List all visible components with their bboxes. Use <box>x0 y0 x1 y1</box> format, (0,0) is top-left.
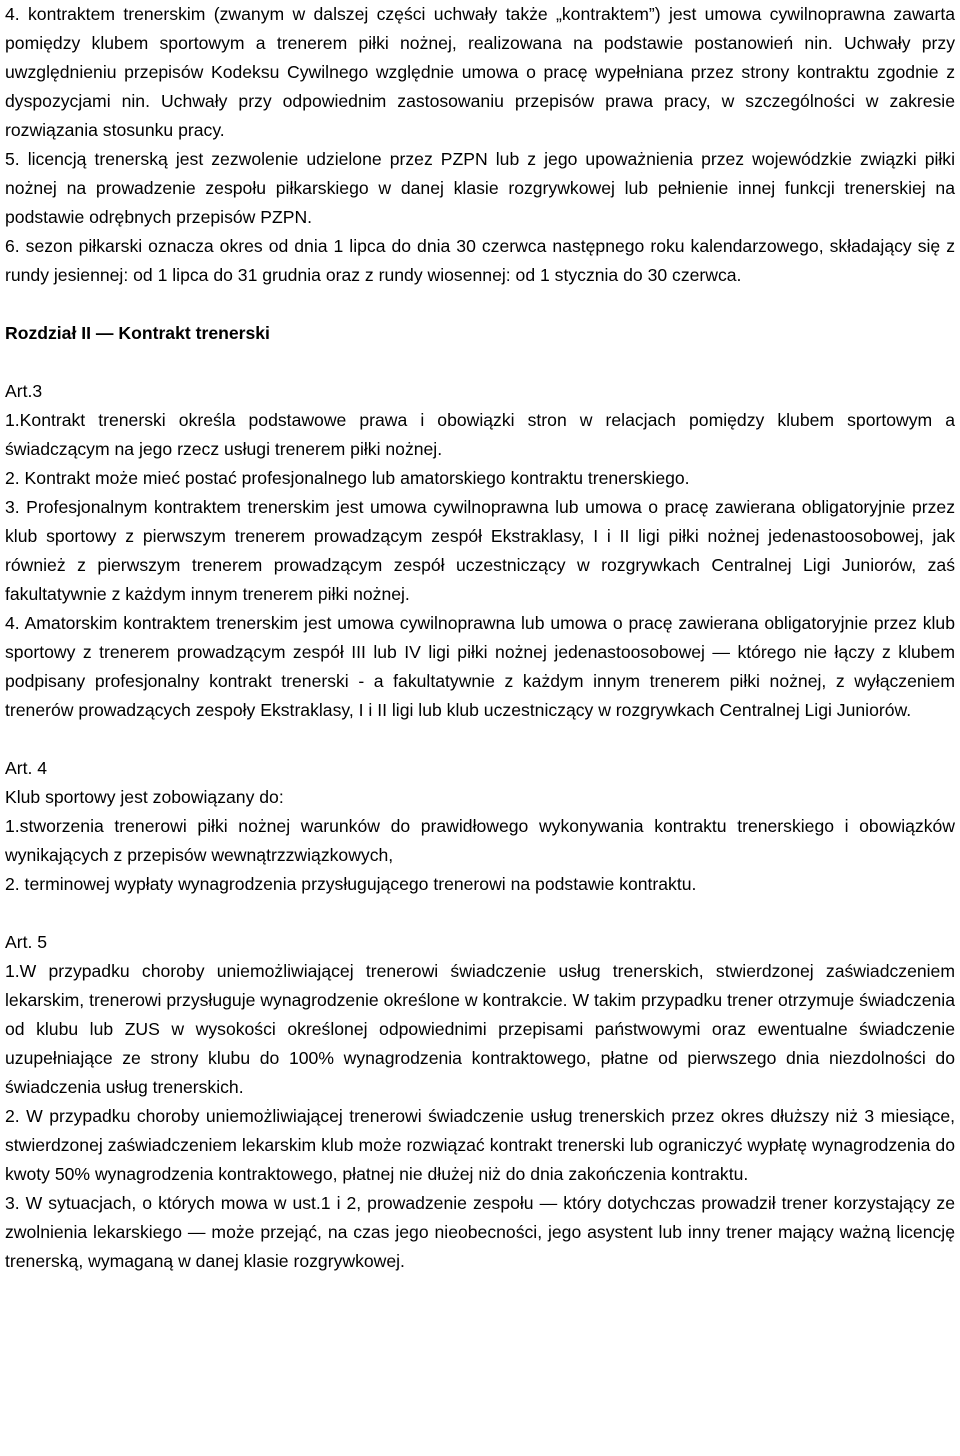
document-page <box>5 0 955 1276</box>
article-3-paragraph-1: 1.Kontrakt trenerski określa podstawowe prawa i obowiązki stron w relacjach pomiędzy klubem sportowym a świadczącym na jego rzecz usługi trenerem piłki nożnej. <box>5 410 955 459</box>
article-3-title: Art.3 <box>5 381 43 401</box>
article-4-intro: Klub sportowy jest zobowiązany do: <box>5 787 284 807</box>
article-5-title: Art. 5 <box>5 932 48 952</box>
article-3-paragraph-2: 2. Kontrakt może mieć postać profesjonalnego lub amatorskiego kontraktu trenerskiego. <box>5 468 690 488</box>
article-4-paragraph-2: 2. terminowej wypłaty wynagrodzenia przysługującego trenerowi na podstawie kontraktu. <box>5 874 697 894</box>
article-3-paragraph-4: 4. Amatorskim kontraktem trenerskim jest umowa cywilnoprawna lub umowa o pracę zawierana obligatoryjnie przez klub sportowy z trenerem prowadzącym zespół III lub IV ligi piłki nożnej jedenastoosobowej — którego nie łączy z klubem podpisany profesjonalny kontrakt trenerski - a fakultatywnie z każdym innym trenerem piłki nożnej, z wyłączeniem trenerów prowadzących zespoły Ekstraklasy, I i II ligi lub klub uczestniczący w rozgrywkach Centralnej Ligi Juniorów. <box>5 613 955 720</box>
article-5-paragraph-3: 3. W sytuacjach, o których mowa w ust.1 i 2, prowadzenie zespołu — który dotychczas prowadził trener korzystający ze zwolnienia lekarskiego — może przejąć, na czas jego nieobecności, jego asystent lub inny trener mający ważną licencję trenerską, wymaganą w danej klasie rozgrywkowej. <box>5 1193 955 1271</box>
spacer <box>5 725 955 754</box>
spacer <box>5 899 955 928</box>
spacer <box>5 290 955 319</box>
paragraph-definition-6: 6. sezon piłkarski oznacza okres od dnia 1 lipca do dnia 30 czerwca następnego roku kalendarzowego, składający się z rundy jesiennej: od 1 lipca do 31 grudnia oraz z rundy wiosennej: od 1 stycznia do 30 czerwca. <box>5 236 955 285</box>
article-5-paragraph-1: 1.W przypadku choroby uniemożliwiającej trenerowi świadczenie usług trenerskich, stwierdzonej zaświadczeniem lekarskim, trenerowi przysługuje wynagrodzenie określone w kontrakcie. W takim przypadku trener otrzymuje świadczenia od klubu lub ZUS w wysokości określonej odpowiednimi przepisami państwowymi oraz ewentualne świadczenie uzupełniające ze strony klubu do 100% wynagrodzenia kontraktowego, płatne od pierwszego dnia niezdolności do świadczenia usług trenerskich. <box>5 961 955 1097</box>
spacer <box>5 348 955 377</box>
article-4-title: Art. 4 <box>5 758 48 778</box>
paragraph-definition-4: 4. kontraktem trenerskim (zwanym w dalszej części uchwały także „kontraktem”) jest umowa cywilnoprawna zawarta pomiędzy klubem sportowym a trenerem piłki nożnej, realizowana na podstawie postanowień nin. Uchwały przy uwzględnieniu przepisów Kodeksu Cywilnego względnie umowa o pracę wypełniana przez strony kontraktu zgodnie z dyspozycjami nin. Uchwały przy odpowiednim zastosowaniu przepisów prawa pracy, w szczególności w zakresie rozwiązania stosunku pracy. <box>5 4 955 140</box>
paragraph-definition-5: 5. licencją trenerską jest zezwolenie udzielone przez PZPN lub z jego upoważnienia przez wojewódzkie związki piłki nożnej na prowadzenie zespołu piłkarskiego w danej klasie rozgrywkowej lub pełnienie innej funkcji trenerskiej na podstawie odrębnych przepisów PZPN. <box>5 149 955 227</box>
article-3-paragraph-3: 3. Profesjonalnym kontraktem trenerskim jest umowa cywilnoprawna lub umowa o pracę zawierana obligatoryjnie przez klub sportowy z pierwszym trenerem prowadzącym zespół Ekstraklasy, I i II ligi piłki nożnej jedenastoosobowej, jak również z pierwszym trenerem prowadzącym zespół uczestniczący w rozgrywkach Centralnej Ligi Juniorów, zaś fakultatywnie z każdym innym trenerem piłki nożnej. <box>5 497 955 604</box>
article-4-paragraph-1: 1.stworzenia trenerowi piłki nożnej warunków do prawidłowego wykonywania kontraktu trenerskiego i obowiązków wynikających z przepisów wewnątrzzwiązkowych, <box>5 816 955 865</box>
chapter-heading: Rozdział II — Kontrakt trenerski <box>5 323 270 343</box>
article-5-paragraph-2: 2. W przypadku choroby uniemożliwiającej trenerowi świadczenie usług trenerskich przez okres dłuższy niż 3 miesiące, stwierdzonej zaświadczeniem lekarskim klub może rozwiązać kontrakt trenerski lub ograniczyć wypłatę wynagrodzenia do kwoty 50% wynagrodzenia kontraktowego, płatnej nie dłużej niż do dnia zakończenia kontraktu. <box>5 1106 955 1184</box>
